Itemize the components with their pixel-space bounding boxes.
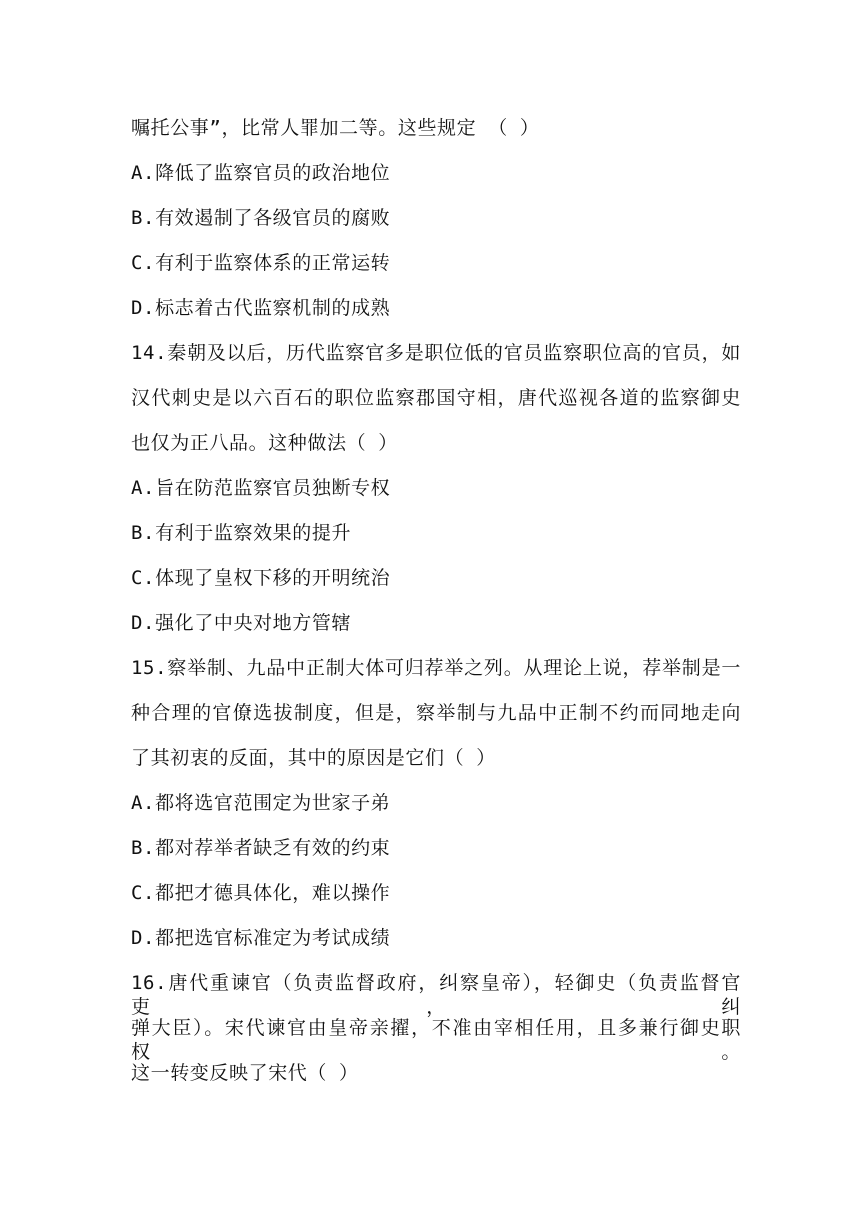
q14-option-b: B.有利于监察效果的提升 (131, 522, 352, 544)
q13-option-b: B.有效遏制了各级官员的腐败 (131, 207, 391, 229)
q13-stem-tail: 嘱托公事”，比常人罪加二等。这些规定 （ ） (131, 117, 540, 139)
q14-stem-line-3: 也仅为正八品。这种做法（ ） (131, 432, 398, 454)
q16-stem-line-2: 弹大臣）。宋代谏官由皇帝亲擢，不准由宰相任用，且多兼行御史职权。 (131, 1017, 741, 1063)
q14-option-d: D.强化了中央对地方管辖 (131, 612, 352, 634)
q14-stem-line-1: 14.秦朝及以后，历代监察官多是职位低的官员监察职位高的官员，如 (131, 342, 741, 364)
q15-stem-line-3: 了其初衷的反面，其中的原因是它们（ ） (131, 747, 496, 769)
q13-option-d: D.标志着古代监察机制的成熟 (131, 297, 391, 319)
q15-option-d: D.都把选官标准定为考试成绩 (131, 927, 391, 949)
q15-stem-line-1: 15.察举制、九品中正制大体可归荐举之列。从理论上说，荐举制是一 (131, 657, 741, 679)
q15-option-c: C.都把才德具体化，难以操作 (131, 882, 391, 904)
q13-option-c: C.有利于监察体系的正常运转 (131, 252, 391, 274)
q14-stem-line-2: 汉代刺史是以六百石的职位监察郡国守相，唐代巡视各道的监察御史 (131, 387, 741, 409)
q14-option-c: C.体现了皇权下移的开明统治 (131, 567, 391, 589)
q14-option-a: A.旨在防范监察官员独断专权 (131, 477, 391, 499)
q15-stem-line-2: 种合理的官僚选拔制度，但是，察举制与九品中正制不约而同地走向 (131, 702, 741, 724)
q16-stem-line-1: 16.唐代重谏官（负责监督政府，纠察皇帝），轻御史（负责监督官吏，纠 (131, 972, 741, 1018)
q15-option-b: B.都对荐举者缺乏有效的约束 (131, 837, 391, 859)
q13-option-a: A.降低了监察官员的政治地位 (131, 162, 391, 184)
q15-option-a: A.都将选官范围定为世家子弟 (131, 792, 391, 814)
q16-stem-line-3: 这一转变反映了宋代（ ） (131, 1062, 359, 1084)
